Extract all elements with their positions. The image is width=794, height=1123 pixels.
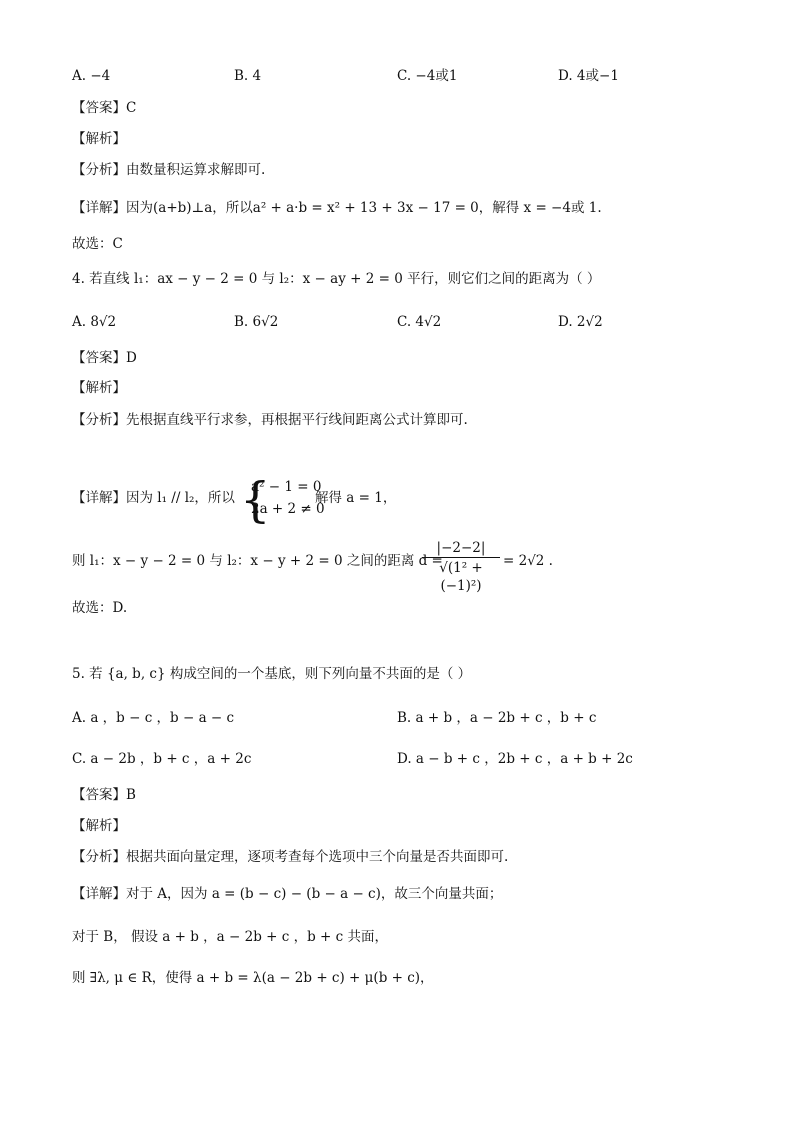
answer-value: D: [126, 350, 137, 366]
q5-detail: [72, 884, 502, 904]
detail-text: 因为(a+b)⊥a，所以a² + a·b = x² + 13 + 3x − 17 = 0，解得 x = −4或 1.: [126, 200, 602, 216]
q5-fenxi: [72, 847, 508, 867]
system-eq-1: a² − 1 = 0: [251, 479, 322, 495]
q5-option-c: C. a − 2b ，b + c ，a + 2c: [72, 751, 252, 767]
q3-option-d: D. 4或−1: [558, 68, 619, 84]
q3-detail: [72, 198, 602, 218]
q5-line-c: 则 ∃λ, μ ∈ R，使得 a + b = λ(a − 2b + c) + μ(b + c)，: [72, 970, 434, 986]
q4-analysis-tag: 【解析】: [72, 380, 126, 396]
q3-option-c: C. −4或1: [397, 68, 458, 84]
q5-answer: [72, 785, 136, 805]
q4-distance-post: = 2√2 .: [503, 553, 553, 569]
fenxi-text: 先根据直线平行求参，再根据平行线间距离公式计算即可.: [126, 412, 468, 428]
q4-option-c: C. 4√2: [397, 314, 442, 330]
answer-tag: 【答案】: [72, 100, 126, 116]
q5-option-b: B. a + b ，a − 2b + c ，b + c: [397, 710, 597, 726]
fraction-bar: [422, 557, 500, 558]
fenxi-tag: 【分析】: [72, 162, 126, 178]
fraction-numerator: |−2−2|: [436, 540, 486, 556]
detail-text: 对于 A，因为 a = (b − c) − (b − a − c)，故三个向量共面；: [126, 886, 503, 902]
q4-option-d: D. 2√2: [558, 314, 603, 330]
detail-tag: 【详解】: [72, 886, 126, 902]
q4-fenxi: [72, 410, 468, 430]
q4-stem: 4. 若直线 l₁：ax − y − 2 = 0 与 l₂：x − ay + 2 = 0 平行，则它们之间的距离为（ ）: [72, 271, 601, 287]
q5-option-d: D. a − b + c ，2b + c ，a + b + 2c: [397, 751, 633, 767]
detail-tag: 【详解】: [72, 490, 126, 506]
q5-line-b: 对于 B， 假设 a + b ，a − 2b + c ，b + c 共面，: [72, 929, 388, 945]
system-eq-2: 2a + 2 ≠ 0: [251, 501, 325, 517]
q5-analysis-tag: 【解析】: [72, 818, 126, 834]
q3-fenxi: [72, 160, 265, 180]
fenxi-text: 由数量积运算求解即可.: [126, 162, 266, 178]
q4-option-a: A. 8√2: [72, 314, 117, 330]
q3-conclusion: 故选：C: [72, 236, 123, 252]
q4-detail: [72, 488, 235, 508]
answer-value: B: [126, 787, 136, 803]
fenxi-tag: 【分析】: [72, 412, 126, 428]
q4-option-b: B. 6√2: [234, 314, 279, 330]
q3-analysis-tag: 【解析】: [72, 131, 126, 147]
q5-stem: 5. 若 {a, b, c} 构成空间的一个基底，则下列向量不共面的是（ ）: [72, 666, 472, 682]
answer-tag: 【答案】: [72, 350, 126, 366]
answer-value: C: [126, 100, 137, 116]
detail-tag: 【详解】: [72, 200, 126, 216]
q5-option-a: A. a ，b − c ，b − a − c: [72, 710, 235, 726]
detail-pre: 因为 l₁ // l₂，所以: [126, 490, 235, 506]
system-brace: {: [240, 472, 271, 528]
distance-fraction: [422, 540, 500, 595]
fenxi-tag: 【分析】: [72, 849, 126, 865]
q4-conclusion: 故选：D.: [72, 600, 128, 616]
answer-tag: 【答案】: [72, 787, 126, 803]
q3-answer: [72, 98, 136, 118]
q3-option-a: A. −4: [72, 68, 111, 84]
fenxi-text: 根据共面向量定理，逐项考查每个选项中三个向量是否共面即可.: [126, 849, 509, 865]
q4-distance-pre: 则 l₁：x − y − 2 = 0 与 l₂：x − y + 2 = 0 之间的距离 d =: [72, 553, 443, 569]
q3-option-b: B. 4: [234, 68, 262, 84]
q4-detail-post: 解得 a = 1，: [315, 490, 397, 506]
fraction-denominator: √(1² + (−1)²): [439, 560, 483, 594]
q4-answer: [72, 348, 137, 368]
